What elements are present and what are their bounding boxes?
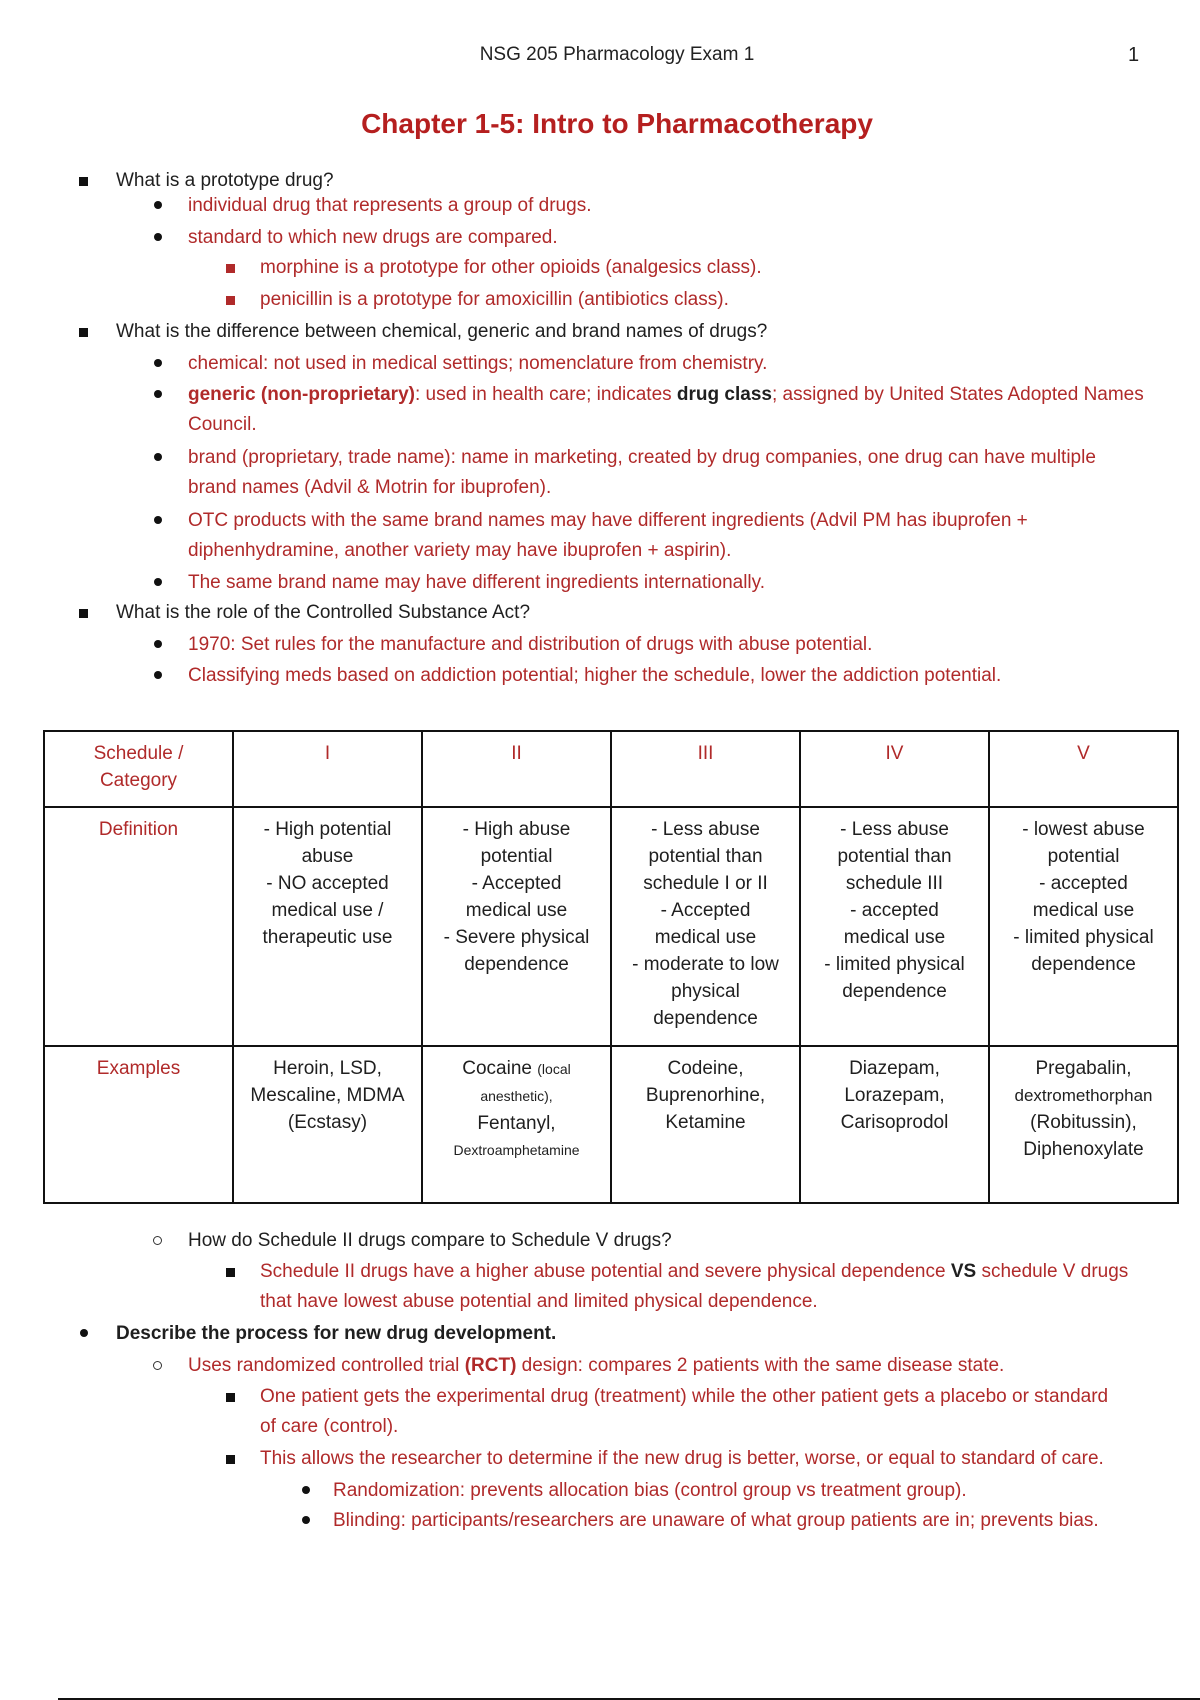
square-bullet-icon — [226, 1268, 235, 1277]
bullet-icon — [154, 671, 162, 679]
examples-cell-ii: Cocaine (local anesthetic), Fentanyl, Dextroamphetamine — [422, 1046, 611, 1203]
answer-line: 1970: Set rules for the manufacture and distribution of drugs with abuse potential. — [188, 634, 873, 655]
answer-line: brand (proprietary, trade name): name in marketing, created by drug companies, one drug can have multiple — [188, 447, 1096, 468]
bullet-icon — [154, 640, 162, 648]
square-bullet-icon — [79, 328, 88, 337]
answer-subline: This allows the researcher to determine if the new drug is better, worse, or equal to standard of care. — [260, 1448, 1104, 1469]
definition-row — [44, 807, 1178, 1046]
table-header-label: Schedule / Category — [44, 731, 233, 807]
square-bullet-icon — [79, 177, 88, 186]
answer-subline: morphine is a prototype for other opioids (analgesics class). — [260, 257, 762, 278]
table-header-row — [44, 731, 1178, 807]
examples-cell-iv: Diazepam, Lorazepam, Carisoprodol — [800, 1046, 989, 1203]
definition-cell-iii: - Less abuse potential than schedule I or II - Accepted medical use - moderate to low physical dependence — [611, 807, 800, 1046]
examples-cell-v: Pregabalin, dextromethorphan (Robitussin), Diphenoxylate — [989, 1046, 1178, 1203]
definition-cell-v: - lowest abuse potential - accepted medical use - limited physical dependence — [989, 807, 1178, 1046]
answer-line-continued: diphenhydramine, another variety may have ibuprofen + aspirin). — [188, 540, 732, 561]
bullet-icon — [154, 578, 162, 586]
bullet-icon — [80, 1329, 88, 1337]
answer-line-continued: that have lowest abuse potential and limited physical dependence. — [260, 1291, 818, 1312]
bullet-icon — [154, 516, 162, 524]
answer-line: OTC products with the same brand names may have different ingredients (Advil PM has ibuprofen + — [188, 510, 1028, 531]
bullet-icon — [154, 359, 162, 367]
answer-line: The same brand name may have different ingredients internationally. — [188, 572, 766, 593]
definition-label: Definition — [44, 807, 233, 1046]
header-title: NSG 205 Pharmacology Exam 1 — [479, 44, 755, 65]
definition-cell-i: - High potential abuse - NO accepted medical use / therapeutic use — [233, 807, 422, 1046]
bullet-icon — [154, 233, 162, 241]
definition-cell-iv: - Less abuse potential than schedule III - accepted medical use - limited physical dependence — [800, 807, 989, 1046]
answer-line-continued: brand names (Advil & Motrin for ibuprofen). — [188, 477, 552, 498]
examples-cell-i: Heroin, LSD, Mescaline, MDMA (Ecstasy) — [233, 1046, 422, 1203]
answer-detail: Blinding: participants/researchers are unaware of what group patients are in; prevents bias. — [333, 1510, 1099, 1531]
square-bullet-icon — [226, 296, 235, 305]
question-schedule-compare: How do Schedule II drugs compare to Schedule V drugs? — [188, 1230, 672, 1251]
answer-subline: penicillin is a prototype for amoxicillin (antibiotics class). — [260, 289, 729, 310]
schedule-column-header: IV — [800, 731, 989, 807]
question-controlled-substance-act: What is the role of the Controlled Substance Act? — [116, 602, 531, 623]
question-drug-development: Describe the process for new drug development. — [116, 1323, 557, 1344]
hollow-bullet-icon — [153, 1236, 162, 1245]
answer-line: individual drug that represents a group of drugs. — [188, 195, 592, 216]
square-bullet-icon — [226, 264, 235, 273]
bullet-icon — [154, 201, 162, 209]
page-number: 1 — [1128, 44, 1140, 66]
answer-detail: Randomization: prevents allocation bias (control group vs treatment group). — [333, 1480, 967, 1501]
generic-term: generic (non-proprietary) — [188, 384, 415, 405]
square-bullet-icon — [79, 609, 88, 618]
answer-line-continued: Council. — [188, 414, 257, 435]
schedule-column-header: V — [989, 731, 1178, 807]
schedule-table — [43, 730, 1179, 1204]
answer-line-generic — [188, 380, 1144, 410]
schedule-column-header: III — [611, 731, 800, 807]
text-fragment: ; assigned by United States Adopted Names — [771, 384, 1144, 405]
bullet-icon — [302, 1486, 310, 1494]
bullet-icon — [154, 390, 162, 398]
answer-line: Uses randomized controlled trial (RCT) design: compares 2 patients with the same disease state. — [188, 1355, 1005, 1376]
answer-line: chemical: not used in medical settings; nomenclature from chemistry. — [188, 353, 768, 374]
answer-line: Schedule II drugs have a higher abuse potential and severe physical dependence VS schedule V drugs — [260, 1261, 1129, 1282]
drug-class-term: drug class — [676, 384, 772, 405]
examples-row — [44, 1046, 1178, 1203]
text-fragment: : used in health care; indicates — [414, 384, 677, 405]
chapter-title: Chapter 1-5: Intro to Pharmacotherapy — [361, 108, 873, 139]
hollow-bullet-icon — [153, 1361, 162, 1370]
question-drug-names: What is the difference between chemical, generic and brand names of drugs? — [116, 321, 768, 342]
bullet-icon — [302, 1516, 310, 1524]
schedule-column-header: II — [422, 731, 611, 807]
answer-line: Classifying meds based on addiction potential; higher the schedule, lower the addiction potential. — [188, 665, 1002, 686]
square-bullet-icon — [226, 1393, 235, 1402]
examples-cell-iii: Codeine, Buprenorhine, Ketamine — [611, 1046, 800, 1203]
answer-subline: One patient gets the experimental drug (treatment) while the other patient gets a placebo or standard — [260, 1386, 1109, 1407]
bullet-icon — [154, 453, 162, 461]
answer-subline-continued: of care (control). — [260, 1416, 399, 1437]
examples-label: Examples — [44, 1046, 233, 1203]
answer-line: standard to which new drugs are compared. — [188, 227, 558, 248]
schedule-column-header: I — [233, 731, 422, 807]
square-bullet-icon — [226, 1455, 235, 1464]
definition-cell-ii: - High abuse potential - Accepted medical use - Severe physical dependence — [422, 807, 611, 1046]
question-prototype-drug: What is a prototype drug? — [116, 170, 334, 191]
